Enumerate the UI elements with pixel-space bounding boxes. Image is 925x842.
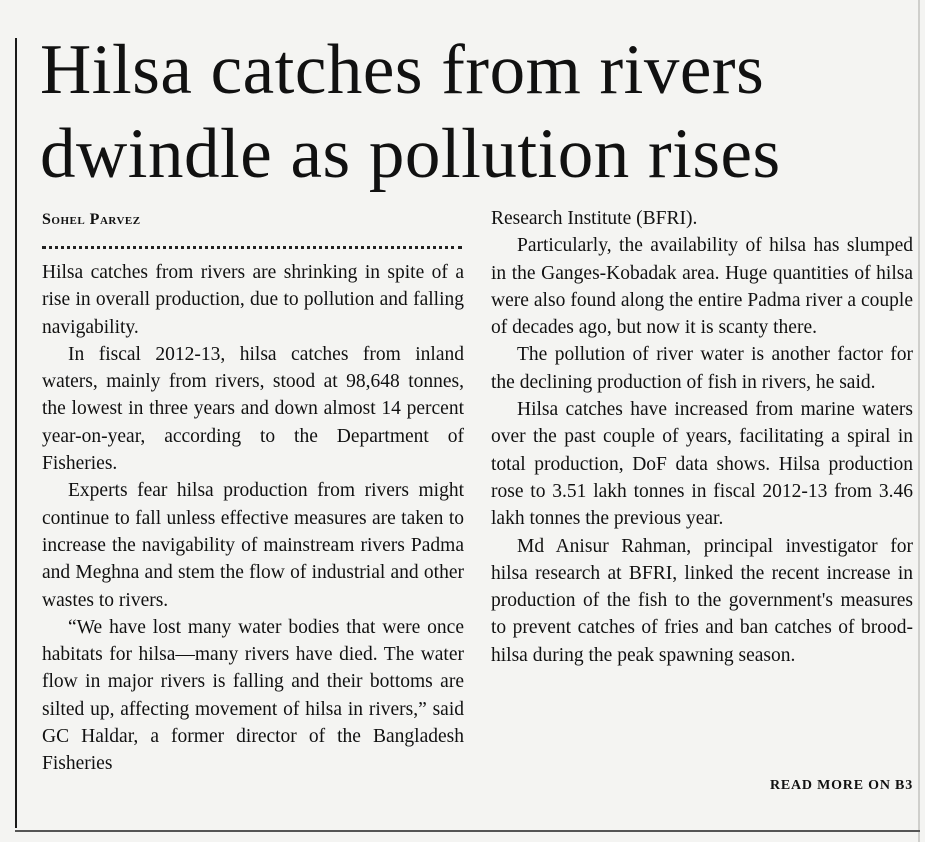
column-rule-bottom xyxy=(15,830,920,832)
byline: Sohel Parvez xyxy=(42,211,141,228)
read-more-link[interactable]: READ MORE ON B3 xyxy=(769,778,913,793)
article-column-1 xyxy=(42,259,464,778)
headline-line-2: dwindle as pollution rises xyxy=(40,115,781,193)
paragraph: Research Institute (BFRI). xyxy=(491,208,698,229)
paragraph: Experts fear hilsa production from rivers might continue to fall unless effective measures are taken to increase the navigability of mainstream rivers Padma and Meghna and stem the flow of industrial and other wastes to rivers. xyxy=(42,480,464,611)
paragraph: Md Anisur Rahman, principal investigator for hilsa research at BFRI, linked the recent increase in production of the fish to the government's measures to prevent catches of fries and ban catches of brood-hilsa during the peak spawning season. xyxy=(491,535,913,666)
column-rule-left xyxy=(15,38,17,828)
paragraph: “We have lost many water bodies that were once habitats for hilsa—many rivers have died. The water flow in major rivers is falling and their bottoms are silted up, affecting movement of hilsa in rivers,” said GC Haldar, a former director of the Bangladesh Fisheries xyxy=(42,616,464,775)
paragraph: Particularly, the availability of hilsa has slumped in the Ganges-Kobadak area. Huge quantities of hilsa were also found along the entire Padma river a couple of decades ago, but now it is scanty there. xyxy=(491,235,913,339)
headline xyxy=(40,28,910,196)
headline-line-1: Hilsa catches from rivers xyxy=(40,31,765,109)
paragraph: The pollution of river water is another factor for the declining production of fish in rivers, he said. xyxy=(491,344,913,393)
page-edge-right xyxy=(918,0,920,842)
paragraph: Hilsa catches have increased from marine waters over the past couple of years, facilitating a spiral in total production, DoF data shows. Hilsa production rose to 3.51 lakh tonnes in fiscal 2012-13 from 3.46 lakh tonnes the previous year. xyxy=(491,399,913,530)
paragraph: Hilsa catches from rivers are shrinking in spite of a rise in overall production, due to pollution and falling navigability. xyxy=(42,262,464,338)
paragraph: In fiscal 2012-13, hilsa catches from inland waters, mainly from rivers, stood at 98,648 tonnes, the lowest in three years and down almost 14 percent year-on-year, according to the Department of Fisheries. xyxy=(42,343,464,475)
article-column-2 xyxy=(491,205,913,669)
dotted-divider xyxy=(42,246,462,249)
